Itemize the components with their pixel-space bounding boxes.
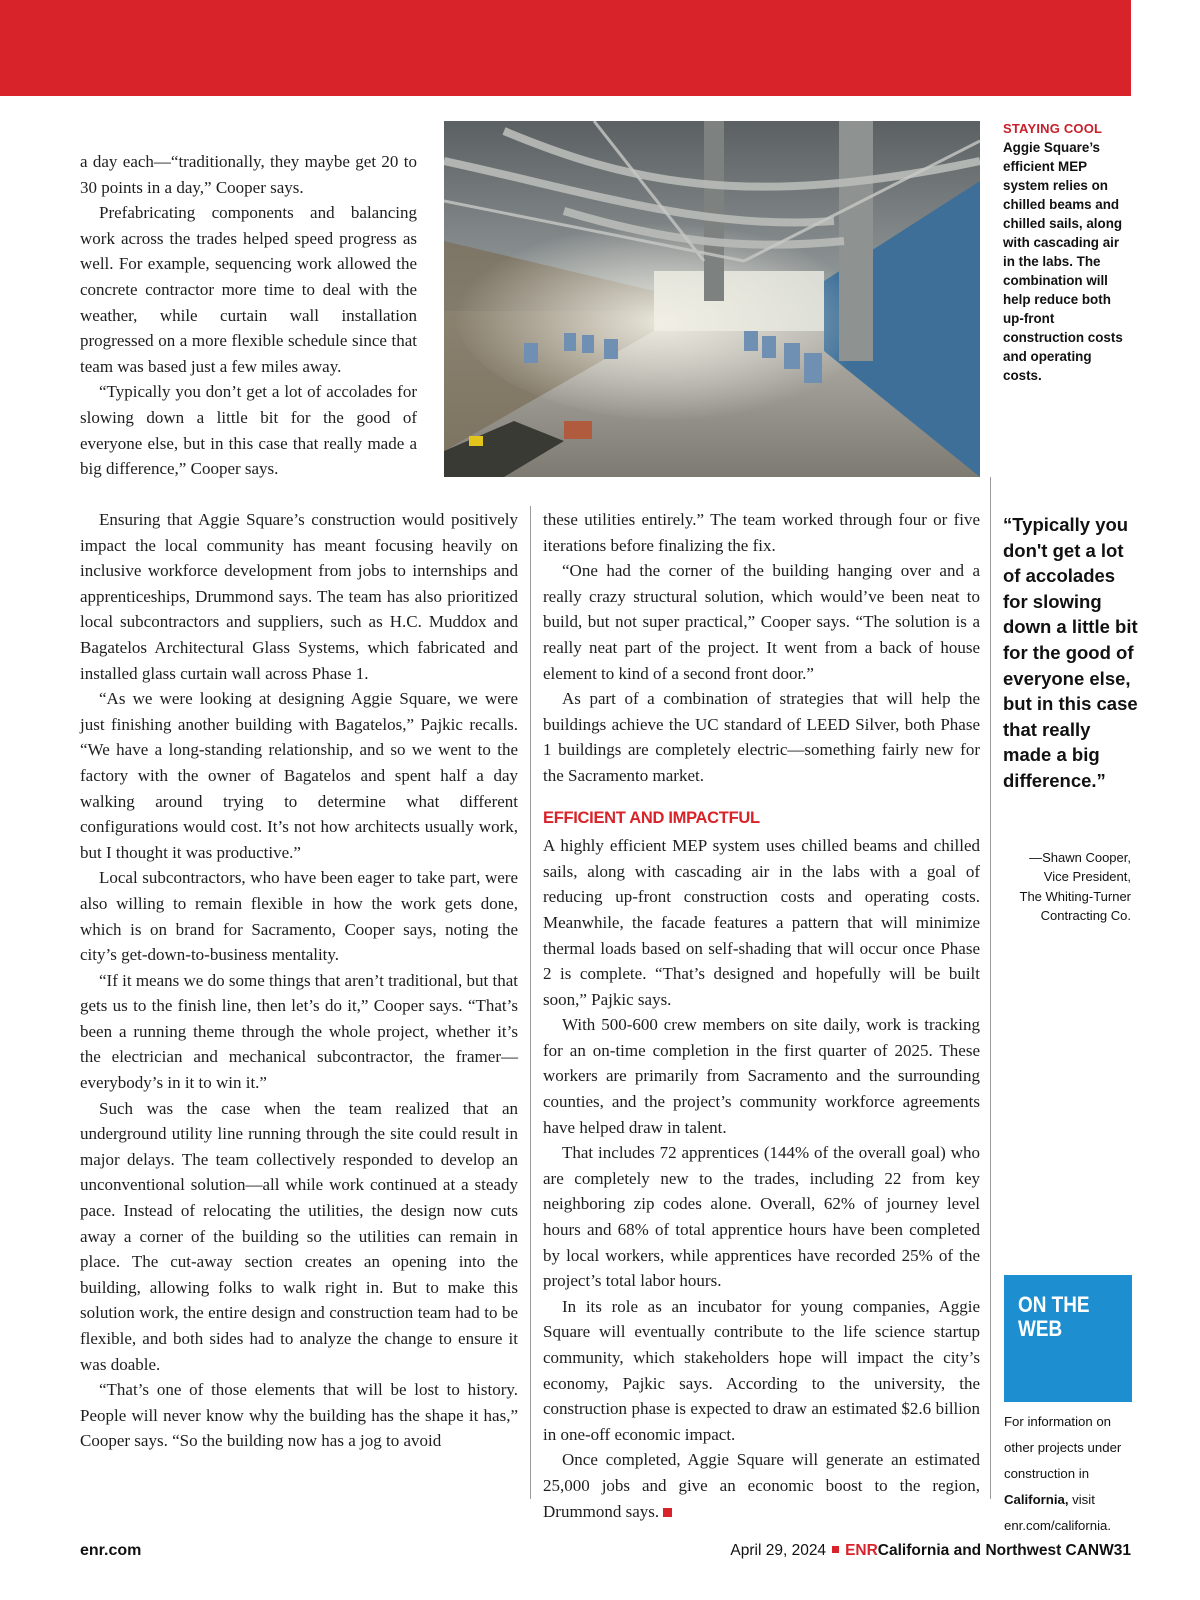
footer-date: April 29, 2024 xyxy=(730,1542,827,1559)
body-paragraph: these utilities entirely.” The team worked through four or five iterations before finalizing the fix. xyxy=(543,510,980,555)
section-subhead: EFFICIENT AND IMPACTFUL xyxy=(543,808,760,827)
pull-quote: “Typically you don't get a lot of accolades for slowing down a little bit for the good of everyone else, but in this case that really made a big difference.” xyxy=(1003,514,1138,791)
end-of-story-mark xyxy=(663,1508,672,1517)
body-paragraph: As part of a combination of strategies that will help the buildings achieve the UC standard of LEED Silver, both Phase 1 buildings are completely electric—something fairly new for the Sacramento market. xyxy=(543,689,980,785)
body-paragraph: “That’s one of those elements that will be lost to history. People will never know why the building has the shape it has,” Cooper says. “So the building now has a jog to avoid xyxy=(80,1380,518,1451)
photo-caption xyxy=(1003,119,1133,385)
body-paragraph: A highly efficient MEP system uses chilled beams and chilled sails, along with cascading air in the labs with a goal of reducing up-front construction costs and operating costs. Meanwhile, the facade features a pattern that will minimize thermal loads based on self-shading that will occur once Phase 2 is complete. “That’s designed and hopefully will be built soon,” Pajkic says. xyxy=(543,836,980,1009)
column-2-bottom-paragraphs xyxy=(543,833,980,1524)
on-the-web-title: ON THE WEB xyxy=(1018,1292,1090,1341)
pull-quote-attribution xyxy=(990,848,1131,926)
attribution-line: The Whiting-Turner xyxy=(1019,888,1131,904)
column-1-top-text xyxy=(80,149,417,482)
column-2-top-paragraphs xyxy=(543,507,980,789)
footer-page-number: CANW31 xyxy=(1065,1542,1131,1559)
body-paragraph: Such was the case when the team realized that an underground utility line running through the site could result in major delays. The team collectively responded to develop an unconventional solution—all while work continued at a steady pace. Instead of relocating the utilities, the design now cuts away a corner of the building so the utilities can remain in place. The cut-away section creates an opening into the building, allowing folks to walk right in. But to make this solution work, the entire design and construction team had to be flexible, and both sides had to analyze the change to ensure it was doable. xyxy=(80,1098,518,1374)
footer-brand: ENR xyxy=(845,1542,878,1559)
caption-kicker: STAYING COOL xyxy=(1003,121,1103,136)
body-paragraph: “One had the corner of the building hanging over and a really crazy structural solution, which would’ve been neat to build, but not super practical,” Cooper says. “The solution is a really neat part of the project. It went from a back of house element to kind of a second front door.” xyxy=(543,561,980,683)
column-1-main-text xyxy=(80,507,518,1454)
body-paragraph: “Typically you don’t get a lot of accolades for slowing down a little bit for the good of everyone else, but in this case that really made a big difference,” Cooper says. xyxy=(80,382,417,479)
footer-folio xyxy=(730,1542,1131,1560)
body-paragraph: Once completed, Aggie Square will generate an estimated 25,000 jobs and give an economic boost to the region, Drummond says. xyxy=(543,1450,980,1521)
enr-california-link[interactable]: visit enr.com/california. xyxy=(1004,1492,1112,1533)
footer-publication: California and Northwest xyxy=(877,1542,1062,1559)
construction-interior-photo xyxy=(444,121,980,477)
body-paragraph: That includes 72 apprentices (144% of the overall goal) who are completely new to the trades, including 22 from key neighboring zip codes alone. Overall, 62% of journey level hours and 68% of total apprentice hours have been completed by local workers, while apprentices have recorded 25% of the project’s total labor hours. xyxy=(543,1143,980,1291)
body-paragraph: “As we were looking at designing Aggie Square, we were just finishing another building with Bagatelos,” Pajkic recalls. “We have a long-standing relationship, and so we went to the factory with the owner of Bagatelos and spent half a day walking around trying to determine what different configurations would cost. It’s not how architects usually work, but I thought it was productive.” xyxy=(80,689,518,862)
on-the-web-text: For information on other projects under construction in California, visit enr.com/california. xyxy=(1004,1414,1122,1533)
body-paragraph: Local subcontractors, who have been eager to take part, were also willing to remain flexible in how the work gets done, which is on brand for Sacramento, Cooper says, noting the city’s get-down-to-business mentality. xyxy=(80,868,518,965)
caption-text: Aggie Square’s efficient MEP system relies on chilled beams and chilled sails, along with cascading air in the labs. The combination will help reduce both up-front construction costs and operating costs. xyxy=(1003,140,1123,383)
body-paragraph: With 500-600 crew members on site daily, work is tracking for an on-time completion in the first quarter of 2025. These workers are primarily from Sacramento and the surrounding counties, and the project’s community workforce agreements have helped draw in talent. xyxy=(543,1015,980,1137)
body-paragraph: “If it means we do some things that aren’t traditional, but that gets us to the finish line, then let’s do it,” Cooper says. “That’s been a running theme through the whole project, whether it’s the electrician and mechanical subcontractor, the framer—everybody’s in it to win it.” xyxy=(80,970,518,1093)
body-paragraph: a day each—“traditionally, they maybe get 20 to 30 points in a day,” Cooper says. xyxy=(80,152,417,197)
body-paragraph: Ensuring that Aggie Square’s construction would positively impact the local community has meant focusing heavily on inclusive workforce development from jobs to internships and apprenticeships, Drummond says. The team has also prioritized local subcontractors and suppliers, such as H.C. Muddox and Bagatelos Architectural Glass Systems, which fabricated and installed glass curtain wall across Phase 1. xyxy=(80,510,518,683)
footer-square-mark xyxy=(832,1546,839,1553)
column-divider xyxy=(530,506,531,1499)
body-paragraph: In its role as an incubator for young companies, Aggie Square will eventually contribute to the life science startup community, which stakeholders hope will impact the city’s economy, Pajkic says. According to the university, the construction phase is expected to draw an estimated $2.6 billion in one-off economic impact. xyxy=(543,1296,980,1444)
body-paragraph: Prefabricating components and balancing work across the trades helped speed progress as well. For example, sequencing work allowed the concrete contractor more time to deal with the weather, while curtain wall installation progressed on a more flexible schedule since that team was based just a few miles away. xyxy=(80,203,417,376)
attribution-line: Contracting Co. xyxy=(1040,908,1131,924)
footer-site: enr.com xyxy=(80,1542,142,1559)
attribution-line: —Shawn Cooper, xyxy=(1029,850,1131,865)
on-the-web-box xyxy=(1004,1275,1132,1402)
sidebar-divider xyxy=(990,477,991,1499)
top-red-banner xyxy=(0,0,1131,96)
attribution-line: Vice President, xyxy=(1043,869,1131,885)
column-2-text xyxy=(543,507,980,1524)
